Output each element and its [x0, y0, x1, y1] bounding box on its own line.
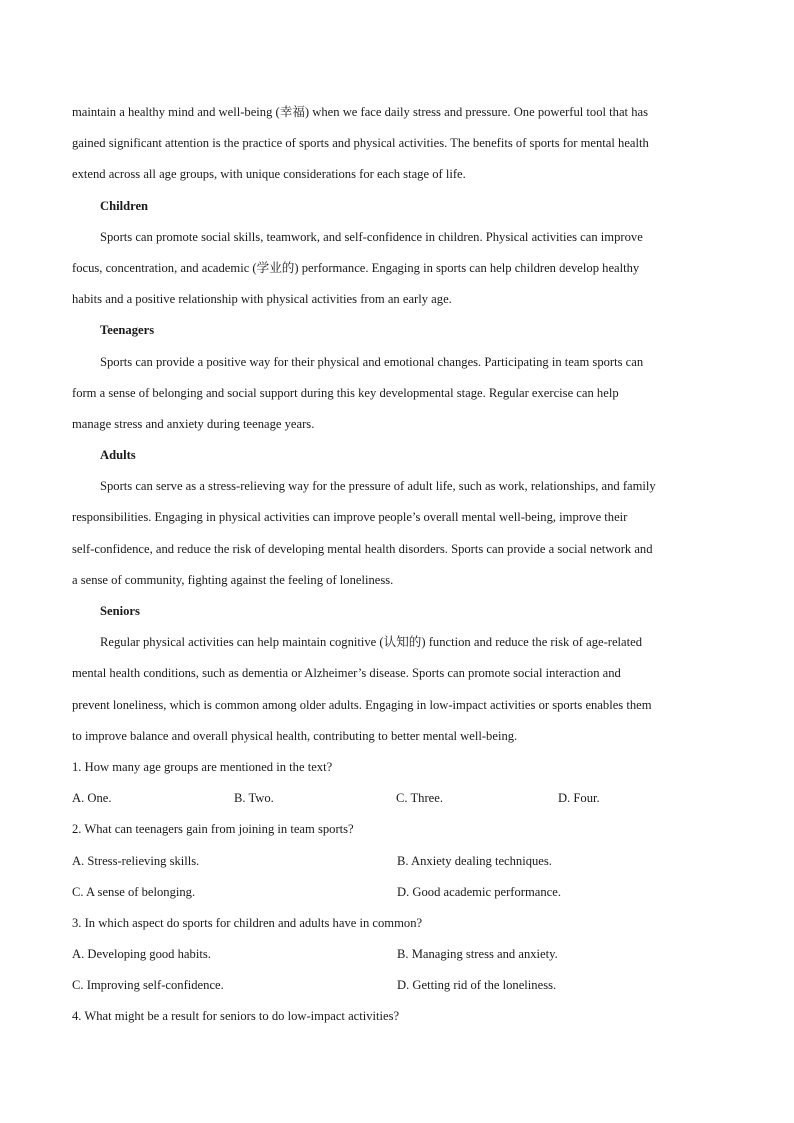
answer-options	[72, 783, 722, 814]
question-2	[72, 814, 722, 908]
document-page	[72, 97, 722, 1033]
text-line: extend across all age groups, with unique considerations for each stage of life.	[72, 167, 466, 182]
option-b: B. Anxiety dealing techniques.	[397, 853, 552, 868]
text-line: focus, concentration, and academic (学业的) performance. Engaging in sports can help children develop healthy	[72, 260, 640, 275]
text-line: maintain a healthy mind and well-being (幸福) when we face daily stress and pressure. One powerful tool that has	[72, 105, 648, 119]
answer-options	[72, 939, 722, 970]
option-d: D. Good academic performance.	[397, 884, 561, 899]
option-c: C. Three.	[396, 791, 443, 806]
text-line: Regular physical activities can help maintain cognitive (认知的) function and reduce the risk of age-related	[100, 635, 643, 650]
question-text: 3. In which aspect do sports for children and adults have in common?	[72, 915, 423, 930]
question-text: 4. What might be a result for seniors to do low-impact activities?	[72, 1009, 400, 1024]
option-b: B. Two.	[234, 791, 274, 806]
text-line: habits and a positive relationship with physical activities from an early age.	[72, 292, 452, 307]
option-a: A. Stress-relieving skills.	[72, 853, 200, 868]
section-adults	[72, 440, 722, 596]
question-3	[72, 908, 722, 1002]
text-line: manage stress and anxiety during teenage years.	[72, 416, 315, 431]
text-line: responsibilities. Engaging in physical activities can improve people’s overall mental well-being, improve their	[72, 510, 628, 525]
question-text: 2. What can teenagers gain from joining in team sports?	[72, 822, 354, 837]
text-line: prevent loneliness, which is common among older adults. Engaging in low-impact activities or sports enables them	[72, 697, 652, 712]
option-a: A. Developing good habits.	[72, 947, 211, 962]
text-line: Sports can promote social skills, teamwork, and self-confidence in children. Physical activities can improve	[100, 229, 643, 244]
intro-paragraph	[72, 97, 722, 191]
option-a: A. One.	[72, 791, 112, 806]
text-line: a sense of community, fighting against the feeling of loneliness.	[72, 572, 394, 587]
section-children	[72, 191, 722, 316]
text-line: gained significant attention is the practice of sports and physical activities. The benefits of sports for mental health	[72, 136, 649, 151]
answer-options	[72, 877, 722, 908]
section-seniors	[72, 596, 722, 752]
text-line: Sports can serve as a stress-relieving way for the pressure of adult life, such as work, relationships, and family	[100, 479, 656, 494]
section-heading: Teenagers	[100, 323, 155, 338]
text-line: self-confidence, and reduce the risk of developing mental health disorders. Sports can provide a social network and	[72, 541, 653, 556]
section-teenagers	[72, 315, 722, 440]
question-1	[72, 752, 722, 814]
text-line: form a sense of belonging and social support during this key developmental stage. Regular exercise can help	[72, 385, 619, 400]
text-line: to improve balance and overall physical health, contributing to better mental well-being.	[72, 728, 518, 743]
answer-options	[72, 846, 722, 877]
option-c: C. Improving self-confidence.	[72, 978, 224, 993]
option-b: B. Managing stress and anxiety.	[397, 947, 558, 962]
question-4	[72, 1001, 722, 1032]
section-heading: Children	[100, 198, 149, 213]
text-line: Sports can provide a positive way for their physical and emotional changes. Participating in team sports can	[100, 354, 644, 369]
option-d: D. Getting rid of the loneliness.	[397, 978, 557, 993]
section-heading: Adults	[100, 448, 136, 463]
option-c: C. A sense of belonging.	[72, 884, 196, 899]
answer-options	[72, 970, 722, 1001]
text-line: mental health conditions, such as dementia or Alzheimer’s disease. Sports can promote social interaction and	[72, 666, 621, 681]
option-d: D. Four.	[558, 791, 600, 806]
section-heading: Seniors	[100, 604, 140, 618]
question-text: 1. How many age groups are mentioned in the text?	[72, 759, 333, 774]
